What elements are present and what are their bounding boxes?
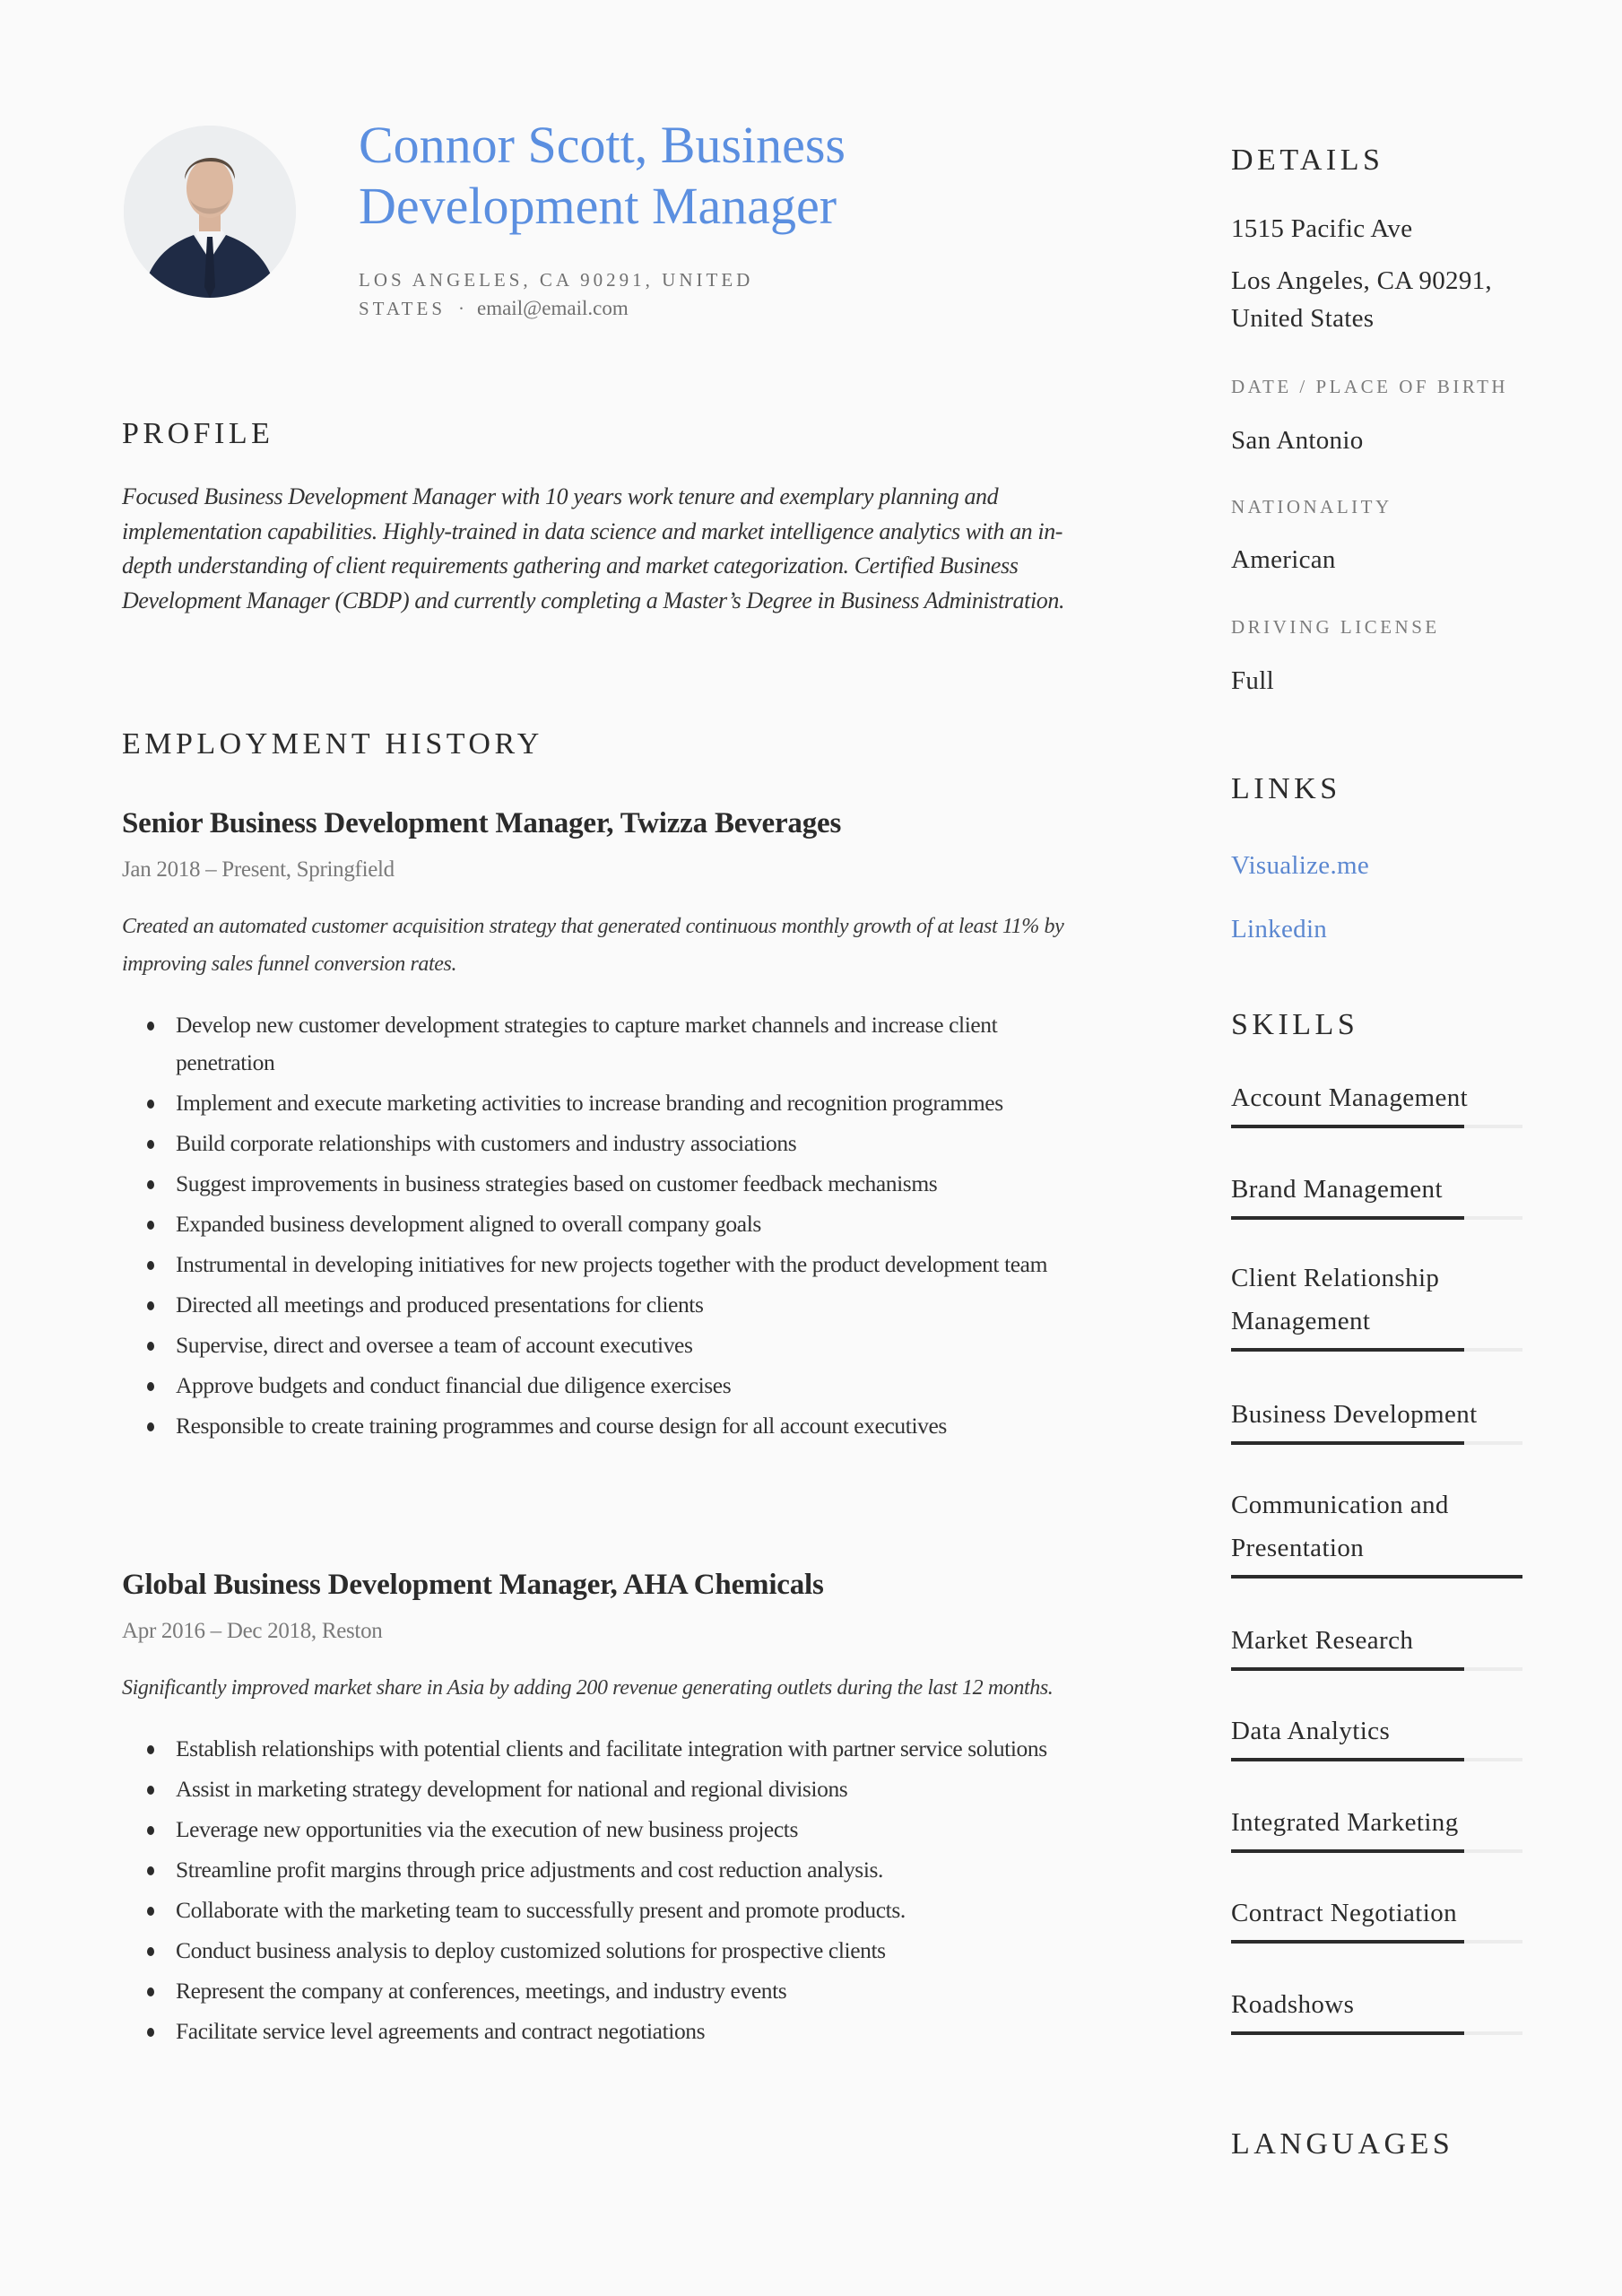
person-photo-icon — [124, 126, 296, 298]
skill-name: Client Relationship Management — [1231, 1264, 1440, 1335]
skills-heading: SKILLS — [1231, 1008, 1359, 1041]
job-dates-location: Apr 2016 – Dec 2018, Reston — [122, 1619, 383, 1643]
job-summary: Significantly improved market share in Asia by adding 200 revenue generating outlets during the last 12 months. — [122, 1676, 1054, 1700]
resume-name-title — [359, 115, 986, 237]
bullet-icon — [147, 1866, 154, 1875]
skill-item — [1231, 1892, 1522, 1944]
list-item — [122, 1165, 1095, 1203]
bullet-icon — [147, 1301, 154, 1310]
list-item-text: Suggest improvements in business strategies based on customer feedback mechanisms — [176, 1170, 938, 1196]
job-title: Global Business Development Manager, AHA Chemicals — [122, 1569, 824, 1601]
bullet-icon — [147, 2028, 154, 2037]
skill-item — [1231, 1257, 1491, 1352]
skill-level-fill — [1231, 1667, 1464, 1671]
list-item — [122, 1972, 1095, 2010]
skill-item — [1231, 1983, 1522, 2035]
list-item-text: Directed all meetings and produced presentations for clients — [176, 1292, 704, 1318]
skill-level-bar — [1231, 1940, 1522, 1944]
skill-level-fill — [1231, 1348, 1464, 1352]
skill-item — [1231, 1393, 1522, 1445]
job-responsibilities-list — [122, 1730, 1095, 2050]
bullet-icon — [147, 1826, 154, 1835]
nationality-label: NATIONALITY — [1231, 496, 1392, 517]
skill-level-bar — [1231, 2031, 1522, 2035]
skill-level-fill — [1231, 2031, 1464, 2035]
list-item-text: Assist in marketing strategy development for national and regional divisions — [176, 1776, 848, 1802]
job-responsibilities-list — [122, 1006, 1095, 1445]
bullet-icon — [147, 1140, 154, 1149]
list-item — [122, 1246, 1095, 1283]
job-entry — [122, 800, 1095, 1448]
skill-item — [1231, 1709, 1522, 1761]
skill-name: Brand Management — [1231, 1175, 1443, 1204]
job-summary: Created an automated customer acquisition strategy that generated continuous monthly growth of at least 11% by improving sales funnel conversion rates. — [122, 915, 1064, 976]
list-item — [122, 1851, 1095, 1889]
employment-history-heading: EMPLOYMENT HISTORY — [122, 727, 543, 761]
bullet-icon — [147, 1745, 154, 1754]
list-item-text: Leverage new opportunities via the execution of new business projects — [176, 1816, 798, 1842]
bullet-icon — [147, 1100, 154, 1109]
list-item — [122, 1811, 1095, 1848]
skill-level-fill — [1231, 1575, 1522, 1578]
name-line-1: Connor Scott, Business — [359, 116, 846, 174]
list-item-text: Conduct business analysis to deploy customized solutions for prospective clients — [176, 1937, 886, 1963]
list-item-text: Supervise, direct and oversee a team of account executives — [176, 1332, 693, 1358]
skill-name: Market Research — [1231, 1626, 1414, 1655]
skill-name: Data Analytics — [1231, 1717, 1391, 1745]
skill-level-bar — [1231, 1348, 1522, 1352]
skill-level-fill — [1231, 1441, 1464, 1445]
bullet-icon — [147, 1342, 154, 1351]
skill-level-bar — [1231, 1575, 1522, 1578]
name-line-2: Development Manager — [359, 177, 837, 235]
driving-license-value: Full — [1231, 666, 1274, 695]
nationality-value: American — [1231, 545, 1336, 574]
list-item-text: Establish relationships with potential clients and facilitate integration with partner service solutions — [176, 1735, 1047, 1761]
bullet-icon — [147, 1422, 154, 1431]
list-item-text: Facilitate service level agreements and contract negotiations — [176, 2018, 706, 2044]
list-item — [122, 1205, 1095, 1243]
list-item — [122, 1326, 1095, 1364]
skill-level-bar — [1231, 1758, 1522, 1761]
bullet-icon — [147, 1382, 154, 1391]
skill-level-bar — [1231, 1125, 1522, 1128]
list-item-text: Approve budgets and conduct financial due diligence exercises — [176, 1372, 732, 1398]
list-item-text: Instrumental in developing initiatives for new projects together with the product development team — [176, 1251, 1048, 1277]
skill-name: Contract Negotiation — [1231, 1899, 1458, 1927]
list-item — [122, 1084, 1095, 1122]
location-text: LOS ANGELES, CA 90291, UNITED STATES — [359, 269, 754, 319]
bullet-icon — [147, 1786, 154, 1795]
skill-level-bar — [1231, 1441, 1522, 1445]
list-item-text: Build corporate relationships with customers and industry associations — [176, 1130, 797, 1156]
links-heading: LINKS — [1231, 772, 1341, 805]
contact-line — [359, 265, 861, 323]
separator-dot: · — [458, 298, 464, 319]
list-item — [122, 1286, 1095, 1324]
skill-item — [1231, 1168, 1522, 1220]
address-line-1: 1515 Pacific Ave — [1231, 214, 1413, 243]
link-linkedin[interactable]: Linkedin — [1231, 915, 1328, 944]
skill-name: Business Development — [1231, 1400, 1478, 1429]
list-item-text: Collaborate with the marketing team to successfully present and promote products. — [176, 1897, 906, 1923]
bullet-icon — [147, 1261, 154, 1270]
bullet-icon — [147, 1180, 154, 1189]
details-heading: DETAILS — [1231, 144, 1384, 177]
skill-name: Communication and Presentation — [1231, 1491, 1449, 1562]
birth-label: DATE / PLACE OF BIRTH — [1231, 376, 1509, 397]
list-item — [122, 1125, 1095, 1162]
list-item-text: Responsible to create training programmes and course design for all account executives — [176, 1413, 947, 1439]
skill-level-fill — [1231, 1758, 1464, 1761]
job-title: Senior Business Development Manager, Twizza Beverages — [122, 807, 842, 839]
skill-level-bar — [1231, 1849, 1522, 1853]
list-item — [122, 1770, 1095, 1808]
skill-level-bar — [1231, 1216, 1522, 1220]
driving-license-label: DRIVING LICENSE — [1231, 616, 1440, 638]
job-entry — [122, 1561, 1095, 2053]
skill-name: Account Management — [1231, 1083, 1469, 1112]
bullet-icon — [147, 1221, 154, 1230]
skill-level-fill — [1231, 1216, 1464, 1220]
profile-summary: Focused Business Development Manager with 10 years work tenure and exemplary planning and implementation capabilities. Highly-trained in data science and market intelligence analytics with an in-depth understanding of client requirements gathering and market categorization. Certified Business Development Manager (CBDP) and currently completing a Master’s Degree in Business Administration. — [122, 483, 1065, 613]
skill-name: Integrated Marketing — [1231, 1808, 1459, 1837]
skill-level-fill — [1231, 1849, 1464, 1853]
bullet-icon — [147, 1907, 154, 1916]
languages-heading: LANGUAGES — [1231, 2127, 1454, 2161]
bullet-icon — [147, 1947, 154, 1956]
list-item — [122, 1892, 1095, 1929]
list-item — [122, 1730, 1095, 1768]
skill-level-bar — [1231, 1667, 1522, 1671]
link-visualize-me[interactable]: Visualize.me — [1231, 851, 1370, 880]
list-item-text: Expanded business development aligned to overall company goals — [176, 1211, 761, 1237]
job-dates-location: Jan 2018 – Present, Springfield — [122, 857, 395, 882]
email-link[interactable]: email@email.com — [477, 297, 629, 319]
bullet-icon — [147, 1022, 154, 1031]
skill-level-fill — [1231, 1125, 1464, 1128]
list-item-text: Implement and execute marketing activities to increase branding and recognition programmes — [176, 1090, 1003, 1116]
bullet-icon — [147, 1987, 154, 1996]
skill-item — [1231, 1483, 1491, 1578]
list-item — [122, 1932, 1095, 1970]
skill-item — [1231, 1076, 1522, 1128]
list-item — [122, 2013, 1095, 2050]
skill-item — [1231, 1619, 1522, 1671]
skill-item — [1231, 1801, 1522, 1853]
birth-value: San Antonio — [1231, 426, 1364, 455]
profile-photo — [124, 126, 296, 298]
address-line-2: Los Angeles, CA 90291, United States — [1231, 266, 1492, 333]
skill-name: Roadshows — [1231, 1990, 1355, 2019]
list-item — [122, 1006, 1095, 1082]
list-item — [122, 1367, 1095, 1405]
profile-heading: PROFILE — [122, 417, 274, 450]
list-item — [122, 1407, 1095, 1445]
skill-level-fill — [1231, 1940, 1464, 1944]
list-item-text: Develop new customer development strategies to capture market channels and increase client penetration — [176, 1012, 998, 1075]
list-item-text: Represent the company at conferences, meetings, and industry events — [176, 1978, 787, 2004]
list-item-text: Streamline profit margins through price adjustments and cost reduction analysis. — [176, 1857, 884, 1883]
